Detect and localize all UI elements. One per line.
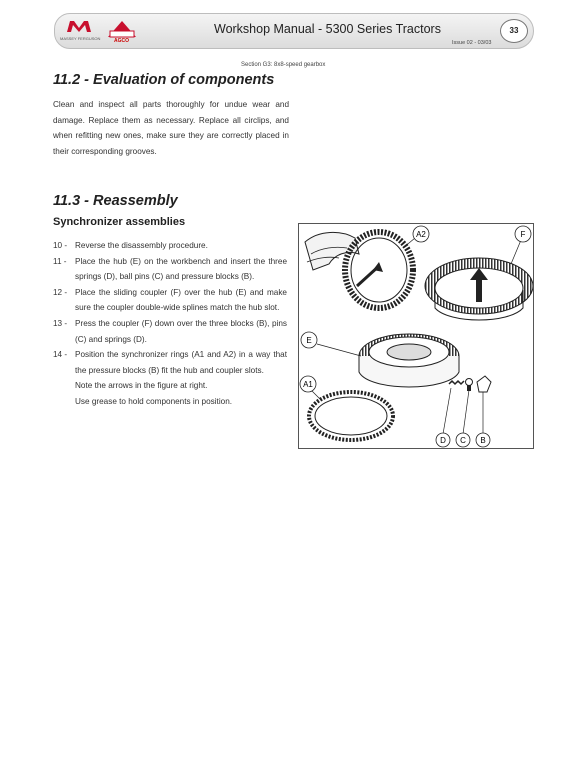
issue-label: Issue 02 - 03/03 <box>452 40 492 46</box>
step-number: 14 - <box>53 350 68 360</box>
pressure-block-b <box>477 376 491 392</box>
note-grease: Use grease to hold components in position. <box>75 396 233 406</box>
page-number-badge: 33 <box>500 19 528 43</box>
ring-a1 <box>309 392 393 440</box>
step-item <box>53 285 287 316</box>
svg-text:A1: A1 <box>303 380 313 389</box>
step-number: 13 - <box>53 318 68 328</box>
note-arrows: Note the arrows in the figure at right. <box>75 381 208 391</box>
agco-logo-icon <box>106 19 138 39</box>
massey-ferguson-logo-icon <box>66 18 92 34</box>
evaluation-heading: 11.2 - Evaluation of components <box>53 72 275 88</box>
massey-ferguson-wordmark: MASSEY FERGUSON <box>60 36 101 41</box>
spring-d <box>449 381 464 384</box>
callout-b <box>476 433 490 447</box>
step-text: Place the hub (E) on the workbench and insert the three springs (D), ball pins (C) and pressure blocks (B). <box>75 256 287 282</box>
evaluation-paragraph: Clean and inspect all parts thoroughly for undue wear and damage. Replace them as necessary. Replace all circlips, and when refitting new ones, make sure they are correctly placed in their corresponding grooves. <box>53 100 289 156</box>
callout-a1 <box>300 376 316 392</box>
section-label: Section G3: 8x8-speed gearbox <box>241 62 326 68</box>
svg-text:F: F <box>520 230 526 239</box>
step-text: Press the coupler (F) down over the three blocks (B), pins (C) and springs (D). <box>75 318 287 344</box>
callout-c <box>456 433 470 447</box>
step-item <box>53 347 287 378</box>
svg-text:D: D <box>440 436 446 445</box>
step-number: 12 - <box>53 287 68 297</box>
step-number: 11 - <box>53 256 67 266</box>
reassembly-steps <box>53 238 287 410</box>
synchronizer-illustration <box>299 224 534 449</box>
step-text: Place the sliding coupler (F) over the hub (E) and make sure the coupler double-wide splines match the hub slot. <box>75 287 287 313</box>
svg-text:B: B <box>480 436 486 445</box>
page-header <box>54 13 534 68</box>
callout-d <box>436 433 450 447</box>
synchronizer-figure <box>298 223 534 449</box>
step-text: Position the synchronizer rings (A1 and A2) in a way that the pressure blocks (B) fit the hub and coupler slots. <box>75 350 287 375</box>
svg-text:C: C <box>460 436 466 445</box>
step-item <box>53 238 287 254</box>
coupler-f <box>425 258 533 320</box>
synchronizer-subheading: Synchronizer assemblies <box>53 216 186 228</box>
reassembly-heading: 11.3 - Reassembly <box>53 193 178 209</box>
step-number: 10 - <box>53 241 68 250</box>
brand-logos <box>60 16 142 46</box>
agco-wordmark: AGCO <box>114 38 129 44</box>
step-item <box>53 254 287 285</box>
callout-f <box>515 226 531 242</box>
callout-a2 <box>413 226 429 242</box>
callout-e <box>301 332 317 348</box>
hub-e <box>359 334 459 387</box>
ball-pin-c <box>466 379 473 392</box>
svg-text:A2: A2 <box>416 230 426 239</box>
svg-text:E: E <box>306 336 312 345</box>
step-text: Reverse the disassembly procedure. <box>75 241 208 250</box>
manual-title: Workshop Manual - 5300 Series Tractors <box>214 22 441 36</box>
step-item <box>53 316 287 347</box>
